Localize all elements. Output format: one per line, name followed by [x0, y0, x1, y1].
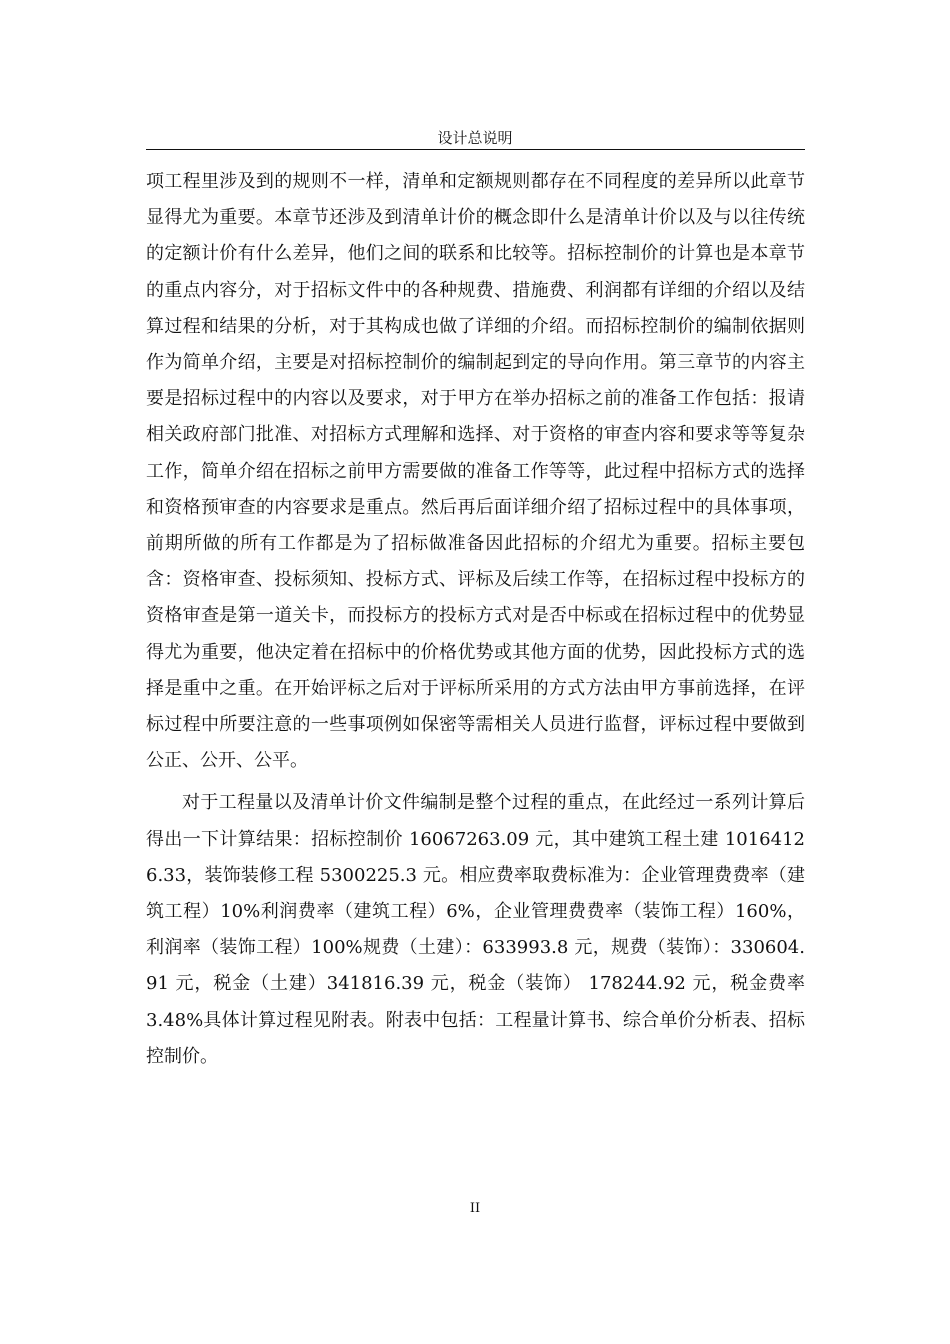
page-number: II	[469, 1201, 481, 1216]
header-divider	[146, 149, 805, 150]
running-header-title: 设计总说明	[437, 129, 513, 147]
paragraph-calculation-results: 对于工程量以及清单计价文件编制是整个过程的重点，在此经过一系列计算后得出一下计算结果：招标控制价 16067263.09 元，其中建筑工程土建 10164126.33，装饰装修工程 5300225.3 元。相应费率取费标准为：企业管理费费率（建筑工程）10%利润费率（建筑工程）6%，企业管理费费率（装饰工程）160%，利润率（装饰工程）100%规费（土建）：633993.8 元，规费（装饰）：330604.91 元，税金（土建）341816.39 元，税金（装饰） 178244.92 元，税金费率 3.48%具体计算过程见附表。附表中包括：工程量计算书、综合单价分析表、招标控制价。	[146, 792, 805, 1067]
body-text	[146, 164, 805, 1075]
paragraph-continuation: 项工程里涉及到的规则不一样，清单和定额规则都存在不同程度的差异所以此章节显得尤为重要。本章节还涉及到清单计价的概念即什么是清单计价以及与以往传统的定额计价有什么差异，他们之间的联系和比较等。招标控制价的计算也是本章节的重点内容分，对于招标文件中的各种规费、措施费、利润都有详细的介绍以及结算过程和结果的分析，对于其构成也做了详细的介绍。而招标控制价的编制依据则作为简单介绍，主要是对招标控制价的编制起到定的导向作用。第三章节的内容主要是招标过程中的内容以及要求，对于甲方在举办招标之前的准备工作包括：报请相关政府部门批准、对招标方式理解和选择、对于资格的审查内容和要求等等复杂工作，简单介绍在招标之前甲方需要做的准备工作等等，此过程中招标方式的选择和资格预审查的内容要求是重点。然后再后面详细介绍了招标过程中的具体事项，前期所做的所有工作都是为了招标做准备因此招标的介绍尤为重要。招标主要包含：资格审查、投标须知、投标方式、评标及后续工作等，在招标过程中投标方的资格审查是第一道关卡，而投标方的投标方式对是否中标或在招标过程中的优势显得尤为重要，他决定着在招标中的价格优势或其他方面的优势，因此投标方式的选择是重中之重。在开始评标之后对于评标所采用的方式方法由甲方事前选择，在评标过程中所要注意的一些事项例如保密等需相关人员进行监督，评标过程中要做到公正、公开、公平。	[146, 171, 805, 772]
